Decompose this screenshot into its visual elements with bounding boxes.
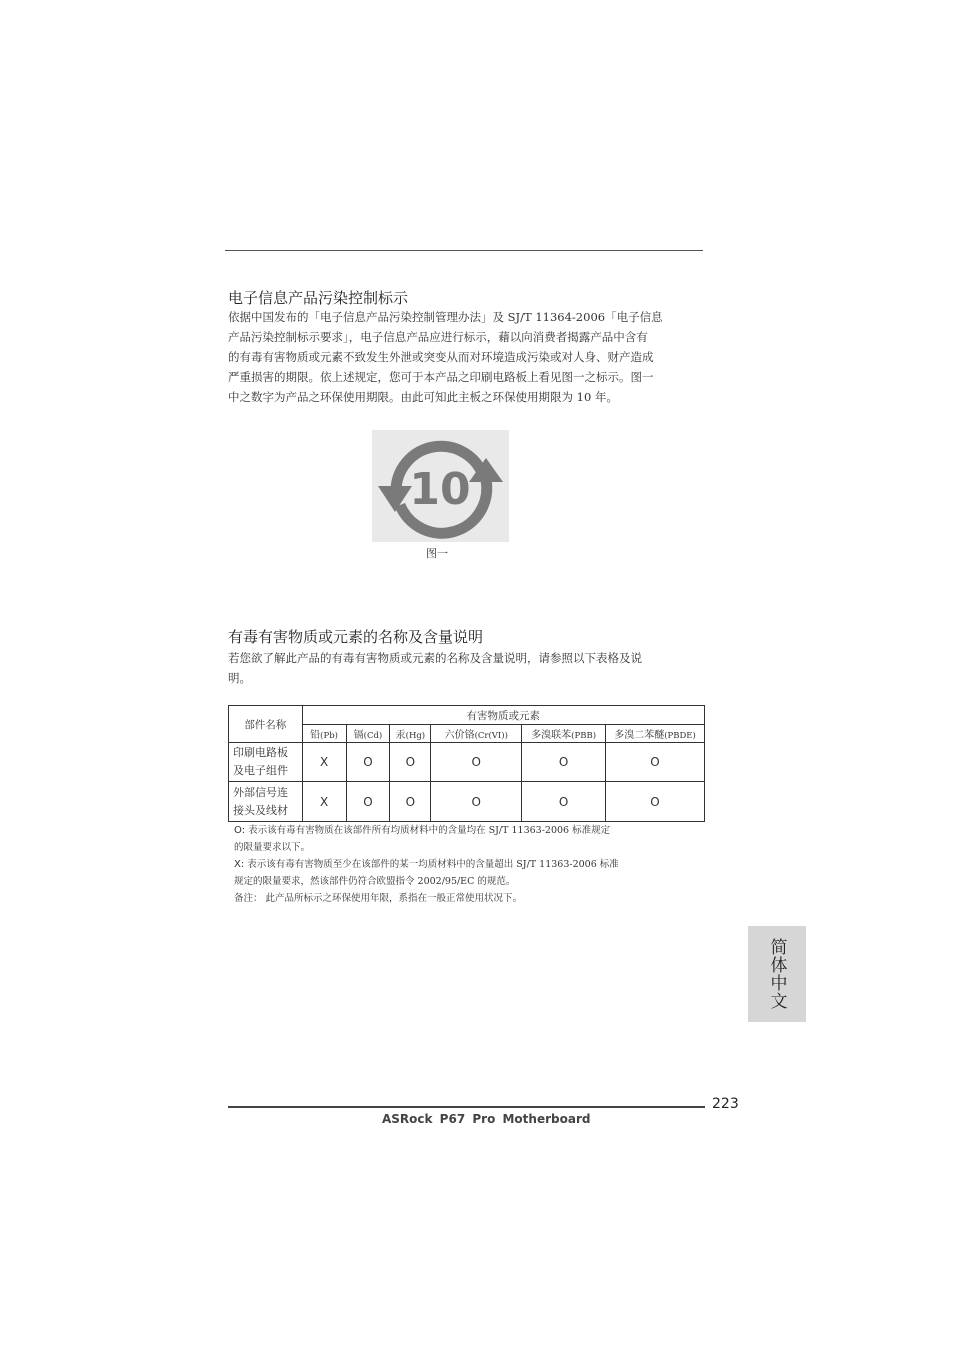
table-row: [229, 743, 705, 782]
note-line: X: 表示该有毒有害物质至少在该部件的某一均质材料中的含量超出 SJ/T 11363-2006 标准: [234, 859, 619, 870]
note-line: 规定的限量要求，然该部件仍符合欧盟指令 2002/95/EC 的规范。: [234, 876, 516, 887]
footer-title: ASRock P67 Pro Motherboard: [382, 1112, 591, 1126]
table-cell: O: [390, 782, 431, 822]
section2-line: 明。: [228, 671, 251, 685]
note-line: 的限量要求以下。: [234, 842, 311, 853]
figure-caption: 图一: [426, 547, 448, 560]
efup-logo: [372, 430, 509, 542]
table-notes: [234, 822, 704, 907]
table-cell: O: [390, 743, 431, 782]
page-number: 223: [712, 1096, 739, 1112]
table-header-row: [229, 706, 705, 725]
column-header-pbb: 多溴联苯(PBB): [522, 725, 606, 743]
column-header-hg: 汞(Hg): [390, 725, 431, 743]
table-cell: X: [302, 743, 346, 782]
footer-rule: [228, 1106, 705, 1108]
column-header-pb: 铅(Pb): [302, 725, 346, 743]
section1-line: 产品污染控制标示要求」，电子信息产品应进行标示，藉以向消费者揭露产品中含有: [228, 330, 648, 344]
table-cell: X: [302, 782, 346, 822]
table-cell: O: [606, 743, 705, 782]
column-header-cd: 镉(Cd): [346, 725, 390, 743]
table-cell: O: [346, 782, 390, 822]
column-header-pbde: 多溴二苯醚(PBDE): [606, 725, 705, 743]
table-cell: O: [431, 782, 522, 822]
table-row: [229, 782, 705, 822]
section2-body: [228, 648, 708, 688]
table-cell: O: [522, 743, 606, 782]
table-cell: O: [346, 743, 390, 782]
column-header-cr6: 六价铬(Cr(VI)): [431, 725, 522, 743]
section2-title: 有毒有害物质或元素的名称及含量说明: [228, 628, 484, 646]
section1-line: 的有毒有害物质或元素不致发生外泄或突变从而对环境造成污染或对人身、财产造成: [228, 350, 654, 364]
section1-line: 严重损害的期限。依上述规定，您可于本产品之印刷电路板上看见图一之标示。图一: [228, 370, 654, 384]
table-cell: O: [522, 782, 606, 822]
section1-title: 电子信息产品污染控制标示: [228, 289, 409, 307]
language-tab: [748, 926, 806, 1022]
language-tab-label: 简体中文: [766, 938, 787, 1010]
recycle-10-icon: [372, 430, 509, 542]
part-name-header: 部件名称: [229, 706, 303, 743]
row-part-name: 外部信号连 接头及线材: [229, 782, 303, 822]
table-cell: O: [431, 743, 522, 782]
section1-line: 依据中国发布的「电子信息产品污染控制管理办法」及 SJ/T 11364-2006「电子信息: [228, 310, 663, 324]
substance-group-header: 有害物质或元素: [302, 706, 704, 725]
note-line: 备注： 此产品所标示之环保使用年限，系指在一般正常使用状况下。: [234, 893, 523, 904]
top-rule: [225, 250, 703, 251]
logo-number: 10: [409, 464, 471, 515]
hazardous-substance-table: [228, 705, 705, 822]
section2-line: 若您欲了解此产品的有毒有害物质或元素的名称及含量说明，请参照以下表格及说: [228, 651, 642, 665]
row-part-name: 印刷电路板 及电子组件: [229, 743, 303, 782]
table-cell: O: [606, 782, 705, 822]
section1-body: [228, 307, 708, 407]
note-line: O: 表示该有毒有害物质在该部件所有均质材料中的含量均在 SJ/T 11363-2006 标准规定: [234, 825, 611, 836]
section1-line: 中之数字为产品之环保使用期限。由此可知此主板之环保使用期限为 10 年。: [228, 390, 618, 404]
